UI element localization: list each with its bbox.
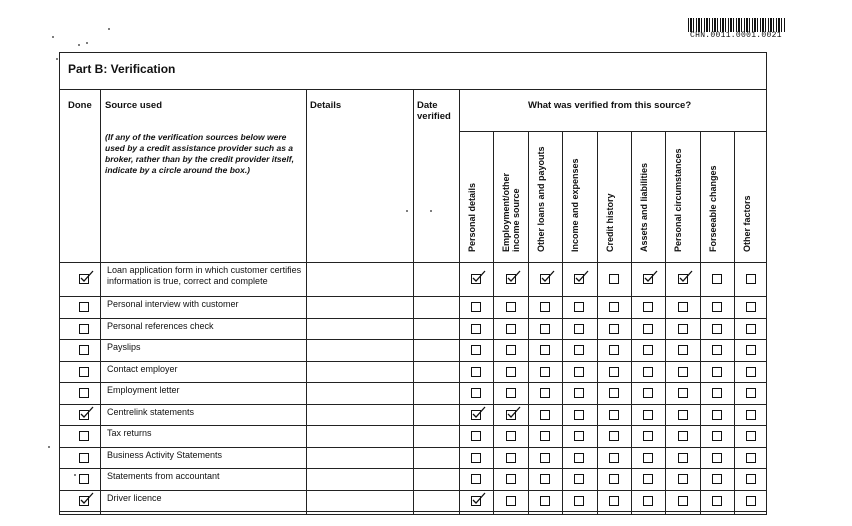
category-checkbox[interactable] xyxy=(643,388,653,398)
column-divider xyxy=(413,89,414,514)
row-divider xyxy=(60,296,766,297)
column-divider xyxy=(459,89,460,514)
category-checkbox[interactable] xyxy=(712,274,722,284)
done-checkbox[interactable] xyxy=(79,474,89,484)
category-checkbox[interactable] xyxy=(678,367,688,377)
category-divider xyxy=(734,131,735,514)
row-divider xyxy=(60,339,766,340)
category-checkbox[interactable] xyxy=(746,324,756,334)
category-checkbox[interactable] xyxy=(609,324,619,334)
category-checkbox[interactable] xyxy=(506,496,516,506)
done-checkbox[interactable] xyxy=(79,453,89,463)
category-checkbox[interactable] xyxy=(712,474,722,484)
handwritten-tick xyxy=(472,270,486,282)
done-checkbox[interactable] xyxy=(79,388,89,398)
category-header: Assets and liabilities xyxy=(639,162,649,252)
category-checkbox[interactable] xyxy=(678,496,688,506)
source-label: Employment letter xyxy=(107,385,180,395)
column-divider xyxy=(306,89,307,514)
category-checkbox[interactable] xyxy=(471,302,481,312)
category-checkbox[interactable] xyxy=(643,324,653,334)
category-checkbox[interactable] xyxy=(678,302,688,312)
category-checkbox[interactable] xyxy=(712,324,722,334)
category-divider xyxy=(665,131,666,514)
header-done: Done xyxy=(68,100,92,111)
done-checkbox[interactable] xyxy=(79,324,89,334)
category-checkbox[interactable] xyxy=(678,388,688,398)
source-label: Loan application form in which customer certifies information is true, correct and complete xyxy=(107,265,302,286)
source-label: Driver licence xyxy=(107,492,162,503)
category-checkbox[interactable] xyxy=(471,345,481,355)
category-checkbox[interactable] xyxy=(712,345,722,355)
category-checkbox[interactable] xyxy=(678,431,688,441)
category-checkbox[interactable] xyxy=(678,453,688,463)
category-checkbox[interactable] xyxy=(746,367,756,377)
category-checkbox[interactable] xyxy=(712,367,722,377)
category-checkbox[interactable] xyxy=(643,453,653,463)
category-checkbox[interactable] xyxy=(746,496,756,506)
category-checkbox[interactable] xyxy=(712,302,722,312)
header-body-divider xyxy=(60,262,766,263)
category-checkbox[interactable] xyxy=(609,388,619,398)
handwritten-tick xyxy=(80,492,94,504)
source-label: Statements from accountant xyxy=(107,471,220,481)
category-divider xyxy=(493,131,494,514)
category-divider xyxy=(528,131,529,514)
category-header: Income and expenses xyxy=(570,158,580,252)
category-checkbox[interactable] xyxy=(540,367,550,377)
category-divider xyxy=(597,131,598,514)
category-checkbox[interactable] xyxy=(540,431,550,441)
category-checkbox[interactable] xyxy=(471,388,481,398)
source-label: Personal interview with customer xyxy=(107,299,239,309)
scan-speck xyxy=(48,446,50,448)
category-checkbox[interactable] xyxy=(574,324,584,334)
barcode xyxy=(688,18,786,32)
category-checkbox[interactable] xyxy=(540,453,550,463)
category-checkbox[interactable] xyxy=(540,496,550,506)
category-checkbox[interactable] xyxy=(540,410,550,420)
category-checkbox[interactable] xyxy=(506,324,516,334)
category-checkbox[interactable] xyxy=(609,410,619,420)
handwritten-tick xyxy=(507,406,521,418)
category-checkbox[interactable] xyxy=(471,431,481,441)
row-divider xyxy=(60,318,766,319)
handwritten-tick xyxy=(472,492,486,504)
category-checkbox[interactable] xyxy=(540,324,550,334)
category-checkbox[interactable] xyxy=(609,431,619,441)
category-checkbox[interactable] xyxy=(506,367,516,377)
scan-speck xyxy=(430,210,432,212)
header-source-used: Source used xyxy=(105,100,163,111)
category-checkbox[interactable] xyxy=(643,410,653,420)
row-divider xyxy=(60,382,766,383)
category-checkbox[interactable] xyxy=(609,367,619,377)
category-checkbox[interactable] xyxy=(746,431,756,441)
category-checkbox[interactable] xyxy=(506,388,516,398)
source-label: Contact employer xyxy=(107,363,178,374)
category-checkbox[interactable] xyxy=(643,367,653,377)
category-checkbox[interactable] xyxy=(574,388,584,398)
category-checkbox[interactable] xyxy=(574,431,584,441)
barcode-text: CHN.0011.0001.0021 xyxy=(690,31,782,40)
category-checkbox[interactable] xyxy=(609,474,619,484)
column-divider xyxy=(100,89,101,514)
scan-speck xyxy=(52,36,54,38)
done-checkbox[interactable] xyxy=(79,367,89,377)
category-checkbox[interactable] xyxy=(712,410,722,420)
source-label: Centrelink statements xyxy=(107,406,195,417)
row-divider xyxy=(60,468,766,469)
handwritten-tick xyxy=(80,406,94,418)
category-checkbox[interactable] xyxy=(471,367,481,377)
source-label: Personal references check xyxy=(107,320,214,331)
category-checkbox[interactable] xyxy=(506,453,516,463)
scan-speck xyxy=(78,44,80,46)
category-checkbox[interactable] xyxy=(712,388,722,398)
category-checkbox[interactable] xyxy=(574,302,584,312)
category-checkbox[interactable] xyxy=(746,345,756,355)
category-checkbox[interactable] xyxy=(609,453,619,463)
row-divider xyxy=(60,490,766,491)
handwritten-tick xyxy=(679,270,693,282)
scan-speck xyxy=(86,42,88,44)
category-checkbox[interactable] xyxy=(643,496,653,506)
category-checkbox[interactable] xyxy=(746,388,756,398)
category-header: Personal details xyxy=(467,182,477,252)
category-checkbox[interactable] xyxy=(471,453,481,463)
category-checkbox[interactable] xyxy=(678,474,688,484)
category-checkbox[interactable] xyxy=(643,302,653,312)
scan-speck xyxy=(56,58,58,60)
category-checkbox[interactable] xyxy=(609,496,619,506)
handwritten-tick xyxy=(507,270,521,282)
row-divider xyxy=(60,361,766,362)
scan-speck xyxy=(74,474,76,476)
handwritten-tick xyxy=(541,270,555,282)
category-checkbox[interactable] xyxy=(609,345,619,355)
header-what-verified: What was verified from this source? xyxy=(528,100,692,111)
part-title: Part B: Verification xyxy=(68,62,176,76)
source-label: Payslips xyxy=(107,342,141,352)
category-checkbox[interactable] xyxy=(712,431,722,441)
category-checkbox[interactable] xyxy=(712,453,722,463)
source-label: Business Activity Statements xyxy=(107,449,223,460)
category-checkbox[interactable] xyxy=(609,274,619,284)
category-header: Personal circumstances xyxy=(673,148,683,252)
scan-speck xyxy=(406,210,408,212)
category-checkbox[interactable] xyxy=(574,496,584,506)
category-checkbox[interactable] xyxy=(746,474,756,484)
category-checkbox[interactable] xyxy=(746,410,756,420)
category-checkbox[interactable] xyxy=(574,474,584,484)
row-divider xyxy=(60,404,766,405)
category-checkbox[interactable] xyxy=(471,474,481,484)
category-checkbox[interactable] xyxy=(678,324,688,334)
category-checkbox[interactable] xyxy=(643,474,653,484)
scan-speck xyxy=(108,28,110,30)
category-header: Forseeable changes xyxy=(708,165,718,252)
category-checkbox[interactable] xyxy=(506,302,516,312)
category-checkbox[interactable] xyxy=(540,345,550,355)
done-checkbox[interactable] xyxy=(79,345,89,355)
category-divider xyxy=(562,131,563,514)
handwritten-tick xyxy=(575,270,589,282)
done-checkbox[interactable] xyxy=(79,302,89,312)
handwritten-tick xyxy=(80,270,94,282)
category-checkbox[interactable] xyxy=(574,410,584,420)
row-divider xyxy=(60,425,766,426)
header-details: Details xyxy=(310,100,342,111)
category-checkbox[interactable] xyxy=(471,324,481,334)
category-checkbox[interactable] xyxy=(540,302,550,312)
category-divider xyxy=(700,131,701,514)
header-date-verified: Date verified xyxy=(417,100,451,122)
category-checkbox[interactable] xyxy=(712,496,722,506)
category-checkbox[interactable] xyxy=(643,345,653,355)
category-header: Credit history xyxy=(605,193,615,252)
row-divider xyxy=(60,511,766,512)
handwritten-tick xyxy=(644,270,658,282)
category-checkbox[interactable] xyxy=(643,431,653,441)
category-header: Other factors xyxy=(742,195,752,252)
source-label: Tax returns xyxy=(107,428,152,438)
category-checkbox[interactable] xyxy=(746,274,756,284)
category-checkbox[interactable] xyxy=(574,453,584,463)
category-divider xyxy=(631,131,632,514)
category-header-divider xyxy=(459,131,766,132)
category-checkbox[interactable] xyxy=(574,345,584,355)
category-checkbox[interactable] xyxy=(540,474,550,484)
category-header: Employment/other income source xyxy=(501,172,521,252)
verification-note: (If any of the verification sources below were used by a credit assistance provider such as a broker, rather than by the credit provider itself, indicate by a circle around the box.) xyxy=(105,132,294,175)
category-checkbox[interactable] xyxy=(506,431,516,441)
category-checkbox[interactable] xyxy=(506,474,516,484)
category-checkbox[interactable] xyxy=(746,302,756,312)
category-header: Other loans and payouts xyxy=(536,146,546,252)
handwritten-tick xyxy=(472,406,486,418)
category-checkbox[interactable] xyxy=(540,388,550,398)
done-checkbox[interactable] xyxy=(79,431,89,441)
category-checkbox[interactable] xyxy=(574,367,584,377)
category-checkbox[interactable] xyxy=(746,453,756,463)
category-checkbox[interactable] xyxy=(678,345,688,355)
category-checkbox[interactable] xyxy=(678,410,688,420)
category-checkbox[interactable] xyxy=(609,302,619,312)
category-checkbox[interactable] xyxy=(506,345,516,355)
row-divider xyxy=(60,447,766,448)
